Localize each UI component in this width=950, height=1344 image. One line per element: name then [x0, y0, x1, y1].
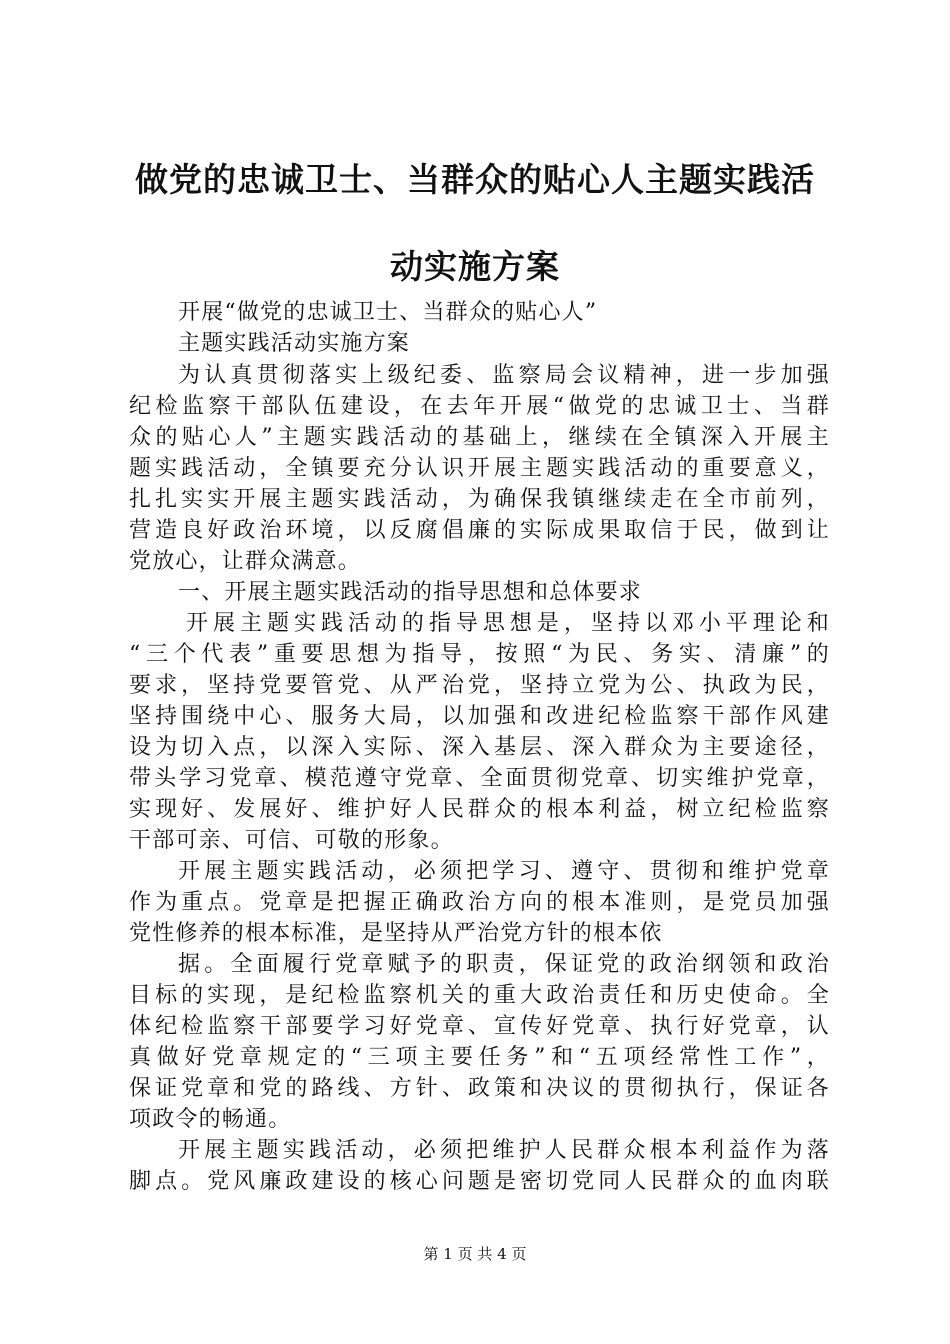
- body-line: “三个代表”重要思想为指导，按照“为民、务实、清廉”的: [129, 642, 830, 667]
- body-line: 扎扎实实开展主题实践活动，为确保我镇继续走在全市前列，: [129, 487, 830, 512]
- body-line: 坚持围绕中心、服务大局，以加强和改进纪检监察干部作风建: [129, 704, 830, 729]
- body-line: 纪检监察干部队伍建设，在去年开展“做党的忠诚卫士、当群: [129, 394, 830, 419]
- body-line: 脚点。党风廉政建设的核心问题是密切党同人民群众的血肉联: [129, 1169, 830, 1194]
- body-line: 带头学习党章、模范遵守党章、全面贯彻党章、切实维护党章，: [129, 766, 830, 791]
- document-title-line-1: 做党的忠诚卫士、当群众的贴心人主题实践活: [135, 160, 815, 199]
- body-line: 开展主题实践活动的指导思想是，坚持以邓小平理论和: [186, 611, 830, 636]
- body-line: 党放心，让群众满意。: [129, 549, 362, 574]
- subheading-line-2: 主题实践活动实施方案: [178, 331, 411, 356]
- page-number: 第 1 页 共 4 页: [423, 1245, 527, 1263]
- body-line: 目标的实现，是纪检监察机关的重大政治责任和历史使命。全: [129, 983, 830, 1008]
- body-line: 要求，坚持党要管党、从严治党，坚持立党为公、执政为民，: [129, 673, 830, 698]
- body-line: 党性修养的根本标准，是坚持从严治党方针的根本依: [129, 921, 663, 946]
- body-line: 为认真贯彻落实上级纪委、监察局会议精神，进一步加强: [178, 363, 830, 388]
- subheading-line-1: 开展“做党的忠诚卫士、当群众的贴心人”: [178, 300, 598, 325]
- body-line: 营造良好政治环境，以反腐倡廉的实际成果取信于民，做到让: [129, 518, 830, 543]
- body-line: 据。全面履行党章赋予的职责，保证党的政治纲领和政治: [178, 952, 830, 977]
- body-line: 众的贴心人”主题实践活动的基础上，继续在全镇深入开展主: [129, 425, 830, 450]
- body-line: 真做好党章规定的“三项主要任务”和“五项经常性工作”，: [129, 1045, 830, 1070]
- section-heading: 一、开展主题实践活动的指导思想和总体要求: [178, 580, 643, 605]
- body-line: 开展主题实践活动，必须把学习、遵守、贯彻和维护党章: [178, 859, 830, 884]
- body-line: 保证党章和党的路线、方针、政策和决议的贯彻执行，保证各: [129, 1076, 830, 1101]
- body-line: 体纪检监察干部要学习好党章、宣传好党章、执行好党章，认: [129, 1014, 830, 1039]
- body-line: 干部可亲、可信、可敬的形象。: [129, 828, 454, 853]
- body-line: 实现好、发展好、维护好人民群众的根本利益，树立纪检监察: [129, 797, 830, 822]
- body-line: 开展主题实践活动，必须把维护人民群众根本利益作为落: [178, 1138, 830, 1163]
- body-line: 设为切入点，以深入实际、深入基层、深入群众为主要途径，: [129, 735, 830, 760]
- document-title-line-2: 动实施方案: [390, 247, 560, 286]
- body-line: 作为重点。党章是把握正确政治方向的根本准则，是党员加强: [129, 890, 830, 915]
- body-line: 题实践活动，全镇要充分认识开展主题实践活动的重要意义，: [129, 456, 830, 481]
- body-line: 项政令的畅通。: [129, 1107, 292, 1132]
